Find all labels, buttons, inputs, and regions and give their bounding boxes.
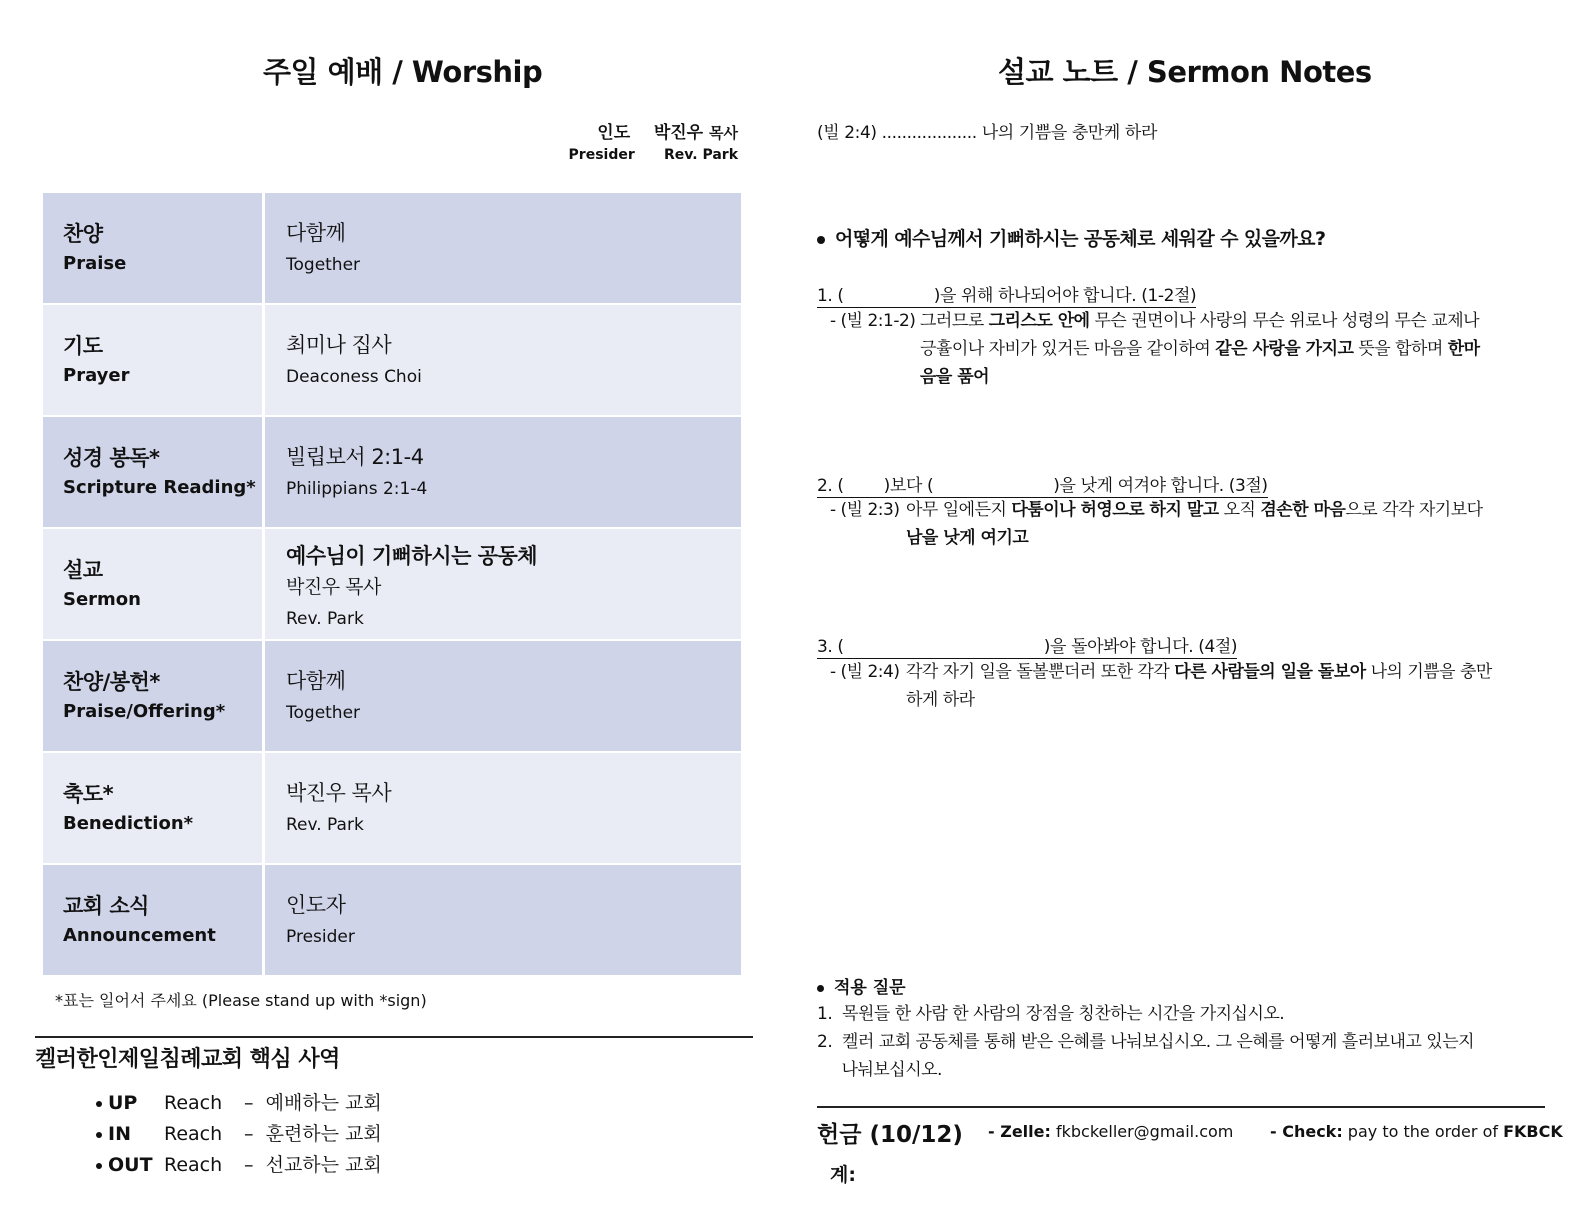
bullet-icon	[96, 1132, 102, 1138]
order-label-cell	[43, 417, 265, 527]
verse-emphasis: 다툼이나 허영으로 하지 말고	[1011, 500, 1219, 520]
offering-zelle	[988, 1122, 1233, 1141]
worship-row-benediction	[43, 753, 741, 865]
order-ko-value: 인도자	[286, 893, 346, 917]
ministry-item-in	[96, 1119, 382, 1150]
order-ko-value: 빌립보서 2:1-4	[286, 445, 424, 469]
order-value-cell	[265, 865, 741, 975]
order-en-value: Together	[286, 255, 361, 275]
order-ko-label: 찬양/봉헌*	[63, 670, 160, 694]
order-en-label: Announcement	[63, 925, 216, 946]
ministry-key: OUT	[108, 1154, 153, 1176]
order-label-cell	[43, 193, 265, 303]
verse-emphasis: 다른 사람들의 일을 돌보아	[1174, 662, 1366, 682]
ministry-key: UP	[108, 1092, 138, 1114]
presider-en-label: Presider	[568, 147, 635, 163]
order-en-value: Together	[286, 703, 361, 723]
order-en-value: Philippians 2:1-4	[286, 479, 428, 499]
verse-ref: - (빌 2:4)	[830, 662, 900, 682]
point-1-verse	[830, 307, 1530, 397]
offering-total-label: 계:	[830, 1164, 856, 1186]
order-label-cell	[43, 753, 265, 863]
ministry-reach: Reach	[164, 1154, 223, 1176]
application-list	[817, 1000, 1474, 1084]
verse-text: 긍휼이나 자비가 있거든 마음을 같이하여	[920, 339, 1216, 359]
presider-ko-name: 박진우	[653, 123, 704, 143]
order-ko-value: 최미나 집사	[286, 333, 392, 357]
order-en-label: Praise/Offering*	[63, 701, 226, 722]
order-label-cell	[43, 865, 265, 975]
worship-title: 주일 예배 / Worship	[263, 55, 543, 89]
order-ko-value: 박진우 목사	[286, 781, 392, 805]
zelle-value: fkbckeller@gmail.com	[1050, 1122, 1234, 1141]
bullet-icon	[96, 1163, 102, 1169]
order-en-label: Praise	[63, 253, 127, 274]
verse-text: 그러므로	[920, 311, 989, 331]
verse-ref: - (빌 2:1-2)	[830, 311, 916, 331]
offering-check	[1270, 1122, 1563, 1141]
application-item: 1. 목원들 한 사람 한 사람의 장점을 칭찬하는 시간을 가지십시오.	[817, 1004, 1285, 1024]
order-en-value: Rev. Park	[286, 609, 364, 629]
ministry-dash: –	[244, 1154, 254, 1176]
ministry-item-up	[96, 1088, 382, 1119]
verse-text: 뜻을 합하며	[1353, 339, 1448, 359]
order-en-label: Scripture Reading*	[63, 477, 256, 498]
verse-text: 각각 자기 일을 돌볼뿐더러 또한 각각	[906, 662, 1175, 682]
verse-text: 아무 일에든지	[906, 500, 1012, 520]
order-value-cell	[265, 193, 741, 303]
order-ko-label: 설교	[63, 558, 103, 582]
worship-row-announcement	[43, 865, 741, 975]
verse-emphasis: 남을 낫게 여기고	[906, 528, 1029, 548]
order-en-value: Presider	[286, 927, 355, 947]
verse-emphasis: 같은 사랑을 가지고	[1215, 339, 1354, 359]
sermon-notes-title: 설교 노트 / Sermon Notes	[998, 55, 1372, 89]
presider-ko-label: 인도	[597, 123, 631, 143]
order-en-label: Benediction*	[63, 813, 194, 834]
application-title	[817, 973, 906, 998]
order-en-label: Sermon	[63, 589, 141, 610]
verse-text: 으로 각각 자기보다	[1345, 500, 1483, 520]
ministry-dash: –	[244, 1092, 254, 1114]
ministry-desc: 예배하는 교회	[265, 1092, 382, 1114]
verse-emphasis: 그리스도 안에	[988, 311, 1090, 331]
order-en-label: Prayer	[63, 365, 130, 386]
point-1-heading: 1. ( )을 위해 하나되어야 합니다. (1-2절)	[817, 281, 1196, 308]
verse-emphasis: 겸손한 마음	[1260, 500, 1346, 520]
ministry-desc: 훈련하는 교회	[265, 1123, 382, 1145]
bullet-icon	[96, 1101, 102, 1107]
ministry-key: IN	[108, 1123, 131, 1145]
order-value-cell	[265, 753, 741, 863]
order-label-cell	[43, 529, 265, 639]
order-value-cell	[265, 641, 741, 751]
ministry-item-out	[96, 1150, 382, 1181]
presider-en-name: Rev. Park	[664, 147, 738, 163]
ministry-dash: –	[244, 1123, 254, 1145]
zelle-label: - Zelle:	[988, 1122, 1051, 1141]
ministry-title: 켈러한인제일침례교회 핵심 사역	[35, 1047, 340, 1072]
ministry-reach: Reach	[164, 1123, 223, 1145]
order-ko-label: 기도	[63, 334, 103, 358]
check-value: pay to the order of	[1342, 1122, 1504, 1141]
check-label: - Check:	[1270, 1122, 1343, 1141]
order-en-value: Deaconess Choi	[286, 367, 422, 387]
verse-ref: - (빌 2:3)	[830, 500, 900, 520]
stand-note: *표는 일어서 주세요 (Please stand up with *sign)	[55, 991, 427, 1010]
offering-title: 헌금 (10/12)	[817, 1122, 963, 1148]
check-payee: FKBCK	[1503, 1122, 1563, 1141]
order-value-cell	[265, 305, 741, 415]
order-label-cell	[43, 305, 265, 415]
order-ko-value: 다함께	[286, 669, 346, 693]
sermon-title: 예수님이 기뻐하시는 공동체	[286, 544, 538, 568]
order-ko-label: 성경 봉독*	[63, 446, 160, 470]
worship-row-prayer	[43, 305, 741, 417]
order-en-value: Rev. Park	[286, 815, 364, 835]
presider-ko-title: 목사	[709, 124, 738, 142]
order-value-cell	[265, 417, 741, 527]
verse-emphasis: 한마	[1447, 339, 1480, 359]
verse-text: 나의 기쁨을 충만	[1365, 662, 1492, 682]
worship-row-offering	[43, 641, 741, 753]
ministry-list	[96, 1088, 382, 1181]
order-ko-value: 박진우 목사	[286, 576, 381, 598]
order-ko-label: 축도*	[63, 782, 114, 806]
verse-emphasis: 음을 품어	[920, 367, 990, 387]
point-3-heading: 3. ( )을 돌아봐야 합니다. (4절)	[817, 632, 1237, 659]
verse-text: 오직	[1218, 500, 1261, 520]
point-3-verse	[830, 658, 1530, 718]
ministry-desc: 선교하는 교회	[265, 1154, 382, 1176]
worship-row-praise	[43, 193, 741, 305]
order-ko-label: 찬양	[63, 222, 103, 246]
verse-text: 하게 하라	[906, 690, 975, 710]
application-item: 나눠보십시오.	[817, 1060, 942, 1080]
order-ko-value: 다함께	[286, 221, 346, 245]
main-question-text: 어떻게 예수님께서 기뻐하시는 공동체로 세워갈 수 있을까요?	[835, 228, 1326, 250]
point-2-heading: 2. ( )보다 ( )을 낫게 여겨야 합니다. (3절)	[817, 471, 1268, 498]
application-title-text: 적용 질문	[834, 978, 906, 998]
divider-left	[35, 1036, 753, 1038]
sermon-intro: (빌 2:4) ................... 나의 기쁨을 충만케 하라	[817, 123, 1157, 143]
point-2-verse	[830, 496, 1530, 556]
ministry-reach: Reach	[164, 1092, 223, 1114]
divider-right	[817, 1106, 1545, 1108]
main-question	[817, 224, 1325, 251]
bullet-icon	[817, 236, 825, 244]
application-item: 2. 켈러 교회 공동체를 통해 받은 은혜를 나눠보십시오. 그 은혜를 어떻게 흘러보내고 있는지	[817, 1032, 1475, 1052]
worship-row-scripture	[43, 417, 741, 529]
presider-block	[560, 118, 738, 163]
order-ko-label: 교회 소식	[63, 894, 149, 918]
worship-row-sermon	[43, 529, 741, 641]
bullet-icon	[817, 985, 824, 992]
verse-text: 무슨 권면이나 사랑의 무슨 위로나 성령의 무슨 교제나	[1089, 311, 1480, 331]
worship-order-table	[43, 193, 741, 975]
order-label-cell	[43, 641, 265, 751]
order-value-cell	[265, 529, 741, 639]
